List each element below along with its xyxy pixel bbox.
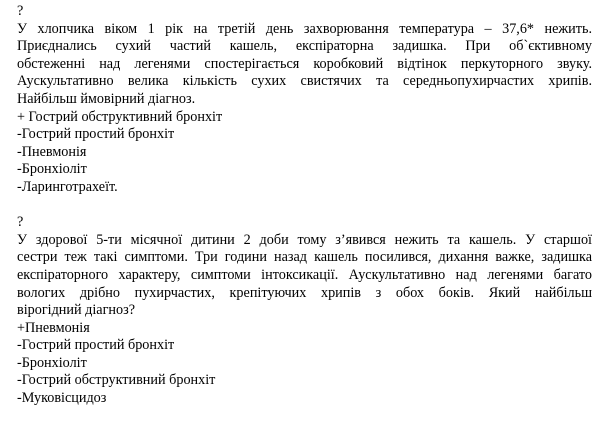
question-stem-line: Приєднались сухий частий кашель, експіраторна задишка. При об`єктивному bbox=[17, 38, 592, 55]
answer-option: -Пневмонія bbox=[17, 143, 87, 160]
answer-option: -Ларинготрахеїт. bbox=[17, 178, 118, 195]
answer-option-correct: +Пневмонія bbox=[17, 319, 90, 336]
answer-option: -Гострий простий бронхіт bbox=[17, 126, 175, 143]
answer-option: -Бронхіоліт bbox=[17, 161, 87, 178]
document-page bbox=[17, 3, 592, 408]
answer-option: -Гострий простий бронхіт bbox=[17, 337, 175, 354]
answer-option: -Муковісцидоз bbox=[17, 390, 107, 407]
answer-option: -Гострий обструктивний бронхіт bbox=[17, 372, 216, 389]
paragraph-gap bbox=[17, 197, 592, 215]
question-stem-line: експіраторного характеру, симптоми інтоксикації. Аускультативно над легенями багато bbox=[17, 266, 592, 283]
question-stem-line: вологих дрібно пухирчастих, крепітуючих хрипів з обох боків. Який найбільш bbox=[17, 284, 592, 301]
question-stem-line: Аускультативно велика кількість сухих свистячих та середньопухирчастих хрипів. bbox=[17, 73, 592, 90]
question-stem-line: У здорової 5-ти місячної дитини 2 доби тому з’явився нежить та кашель. У старшої bbox=[17, 231, 592, 248]
question-stem-line: сестри теж такі симптоми. Три години назад кашель посилився, дихання важке, задишка bbox=[17, 249, 592, 266]
question-2 bbox=[17, 214, 592, 408]
question-1 bbox=[17, 3, 592, 197]
question-stem-line: Найбільш ймовірний діагноз. bbox=[17, 90, 196, 107]
answer-option: -Бронхіоліт bbox=[17, 354, 87, 371]
question-stem-line: вірогідний діагноз? bbox=[17, 302, 135, 319]
answer-option-correct: + Гострий обструктивний бронхіт bbox=[17, 108, 223, 125]
question-stem-line: обстеженні над легенями спостерігається коробковий відтінок перкуторного звуку. bbox=[17, 55, 592, 72]
question-stem-line: У хлопчика віком 1 рік на третій день захворювання температура – 37,6* нежить. bbox=[17, 20, 592, 37]
question-marker: ? bbox=[17, 214, 24, 231]
question-marker: ? bbox=[17, 3, 24, 19]
